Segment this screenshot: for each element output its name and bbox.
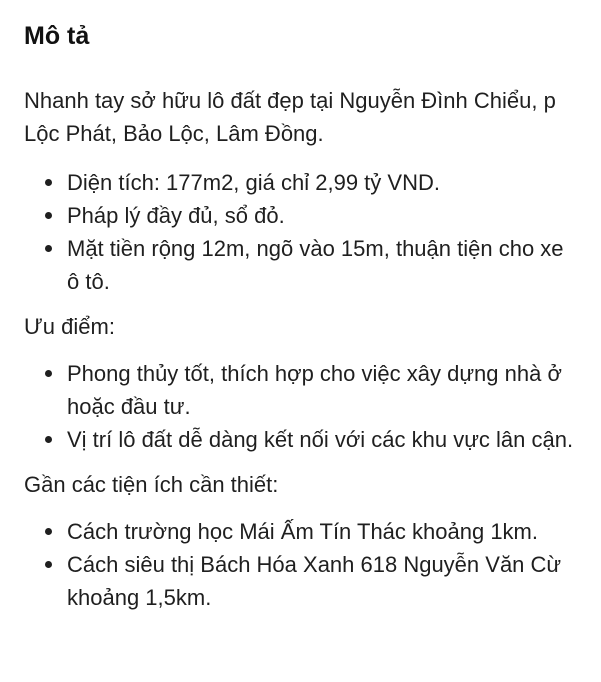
list-item-text: Cách trường học Mái Ấm Tín Thác khoảng 1km.	[67, 519, 538, 544]
list-item-text: Vị trí lô đất dễ dàng kết nối với các khu vực lân cận.	[67, 427, 574, 452]
list-item	[67, 548, 577, 614]
bullet-icon	[45, 212, 52, 219]
bullet-icon	[45, 528, 52, 535]
list-item	[67, 166, 577, 199]
list-item-text: Phong thủy tốt, thích hợp cho việc xây dựng nhà ở hoặc đầu tư.	[67, 361, 562, 419]
amenities-list	[24, 515, 577, 614]
bullet-icon	[45, 561, 52, 568]
bullet-icon	[45, 370, 52, 377]
details-list	[24, 166, 577, 298]
amenities-heading: Gần các tiện ích cần thiết:	[24, 472, 279, 497]
list-item-text: Cách siêu thị Bách Hóa Xanh 618 Nguyễn Văn Cừ khoảng 1,5km.	[67, 552, 562, 610]
bullet-icon	[45, 245, 52, 252]
list-item-text: Pháp lý đầy đủ, sổ đỏ.	[67, 203, 285, 228]
list-item	[67, 232, 577, 298]
advantages-list	[24, 357, 577, 456]
section-title: Mô tả	[24, 22, 90, 50]
list-item	[67, 423, 577, 456]
bullet-icon	[45, 436, 52, 443]
list-item-text: Mặt tiền rộng 12m, ngõ vào 15m, thuận tiện cho xe ô tô.	[67, 236, 564, 294]
intro-text: Nhanh tay sở hữu lô đất đẹp tại Nguyễn Đình Chiểu, p Lộc Phát, Bảo Lộc, Lâm Đồng.	[24, 88, 556, 146]
advantages-heading: Ưu điểm:	[24, 314, 115, 339]
list-item	[67, 515, 577, 548]
list-item-text: Diện tích: 177m2, giá chỉ 2,99 tỷ VND.	[67, 170, 440, 195]
list-item	[67, 199, 577, 232]
list-item	[67, 357, 577, 423]
bullet-icon	[45, 179, 52, 186]
